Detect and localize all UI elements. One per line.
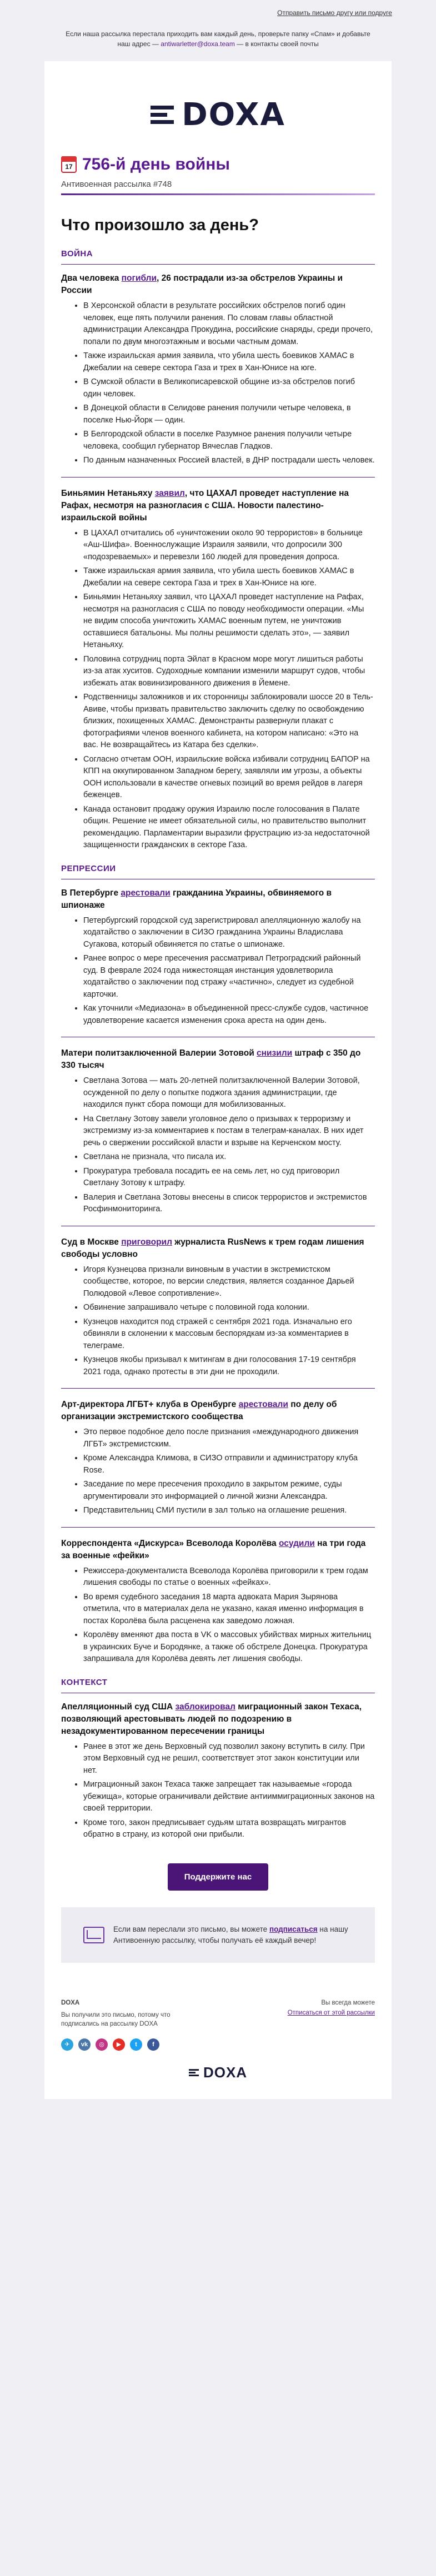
list-item: • В Сумской области в Великописаревской общине из-за обстрелов погиб один человек. [83,376,375,400]
story-source-link[interactable]: снизили [257,1048,293,1058]
logo-bars-icon [151,106,174,124]
story-bullets [61,915,375,1027]
logo-bars-icon [189,2068,199,2077]
news-story [61,1236,375,1389]
vk-icon[interactable]: vk [78,2038,91,2051]
news-story [61,488,375,852]
story-bullets [61,1426,375,1517]
list-item: • Королёву вменяют два поста в VK о массовых убийствах мирных жительниц в украинских Буче и Бородянке, а также об обстреле Донецка. Прокуратура запрашивала для Королёва девять лет лишения свободы. [83,1629,375,1665]
footer-logo: DOXA [61,2051,375,2085]
share-box [61,1907,375,1963]
subscribe-link[interactable]: подписаться [269,1924,318,1933]
story-divider [61,477,375,478]
story-bullets [61,1264,375,1379]
preheader [0,0,436,49]
list-item: • Ранее вопрос о мере пресечения рассматривал Петроградский районный суд. В феврале 2024 года нижестоящая инстанция удовлетворила ходатайство о заключении под стражу «частично», следует из судебной карточки. [83,953,375,1001]
story-headline: Биньямин Нетаньяху заявил, что ЦАХАЛ проведет наступление на Рафах, несмотря на разногласия с США. Новости палестино-израильской войны [61,488,349,523]
support-button[interactable]: Поддержите нас [168,1863,269,1891]
list-item: • Канада остановит продажу оружия Израилю после голосования в Палате общин. Решение не имеет обязательной силы, но правительство выполнит рекомендацию. Парламентарии выразили фрустрацию из-за недостаточной защищенности гражданских в секторе Газа. [83,804,375,852]
list-item: • Родственницы заложников и их сторонницы заблокировали шоссе 20 в Тель-Авиве, чтобы призвать правительство заключить сделку по освобождению близких, похищенных ХАМАС. Демонстранты развернули плакат с фотографиями членов военного кабинета, на котором написано: «Это на вас. Не возвращайтесь из Катара без сделки». [83,692,375,752]
news-story [61,1538,375,1665]
news-story [61,887,375,1038]
list-item: • Светлана не признала, что писала их. [83,1151,375,1163]
section-heading: КОНТЕКСТ [61,1677,108,1687]
list-item: • Ранее в этот же день Верховный суд позволил закону вступить в силу. При этом Верховный суд не решил, соответствует этот закон конституции или нет. [83,1741,375,1777]
list-item: • Биньямин Нетаньяху заявил, что ЦАХАЛ проведет наступление на Рафах, несмотря на разногласия с США по поводу необходимости операции. «Мы не видим способа уничтожить ХАМАС военным путем, не уничтожив оставшиеся батальоны. Мы полны решимости сделать это», — заявил Нетаньяху. [83,591,375,652]
story-headline: Корреспондента «Дискурса» Всеволода Королёва осудили на три года за военные «фейки» [61,1538,366,1560]
list-item: • Кузнецов находится под стражей с сентября 2021 года. Изначально его обвиняли в склонении к массовым беспорядкам из-за комментариев в телеграме. [83,1316,375,1352]
section-heading: ВОЙНА [61,249,93,258]
instagram-icon[interactable]: ◎ [96,2038,108,2051]
list-item: • В Херсонской области в результате российских обстрелов погиб один человек, еще пять получили ранения. По словам главы областной администрации Александра Прокудина, российские снаряды, среди прочего, попали по двум многоэтажным и восьми частным домам. [83,300,375,348]
share-text: Если вам переслали это письмо, вы можете подписаться на нашу Антивоенную рассылку, чтобы получать её каждый вечер! [113,1924,348,1945]
story-headline: Суд в Москве приговорил журналиста RusNews к трем годам лишения свободы условно [61,1237,364,1259]
list-item: • Обвинение запрашивало четыре с половиной года колонии. [83,1302,375,1314]
list-item: • На Светлану Зотову завели уголовное дело о призывах к терроризму и экстремизму из-за комментариев к постам в телеграм-каналах. В них идет речь о свержении российской власти и взрыве на Керченском мосту. [83,1113,375,1150]
story-bullets [61,1741,375,1841]
story-headline: В Петербурге арестовали гражданина Украины, обвиняемого в шпионаже [61,888,332,910]
list-item: • Также израильская армия заявила, что убила шесть боевиков ХАМАС в Джебалии на севере сектора Газа и трех в Хан-Юнисе на юге. [83,350,375,374]
list-item: • Согласно отчетам ООН, израильские войска избивали сотрудниц БАПОР на КПП на оккупированном Западном берегу, заявляли им угрозы, а объекты ООН использовали в качестве огневых позиций во время рейдов в лагеря беженцев. [83,754,375,802]
social-links [61,2038,375,2051]
telegram-icon[interactable]: ✈ [61,2038,73,2051]
story-source-link[interactable]: осудили [278,1538,315,1548]
story-source-link[interactable]: погибли [121,273,157,283]
story-bullets [61,1075,375,1216]
list-item: • В Белгородской области в поселке Разумное ранения получили четыре человека, сообщил губернатор Вячеслав Гладков. [83,429,375,452]
story-divider [61,1388,375,1389]
story-headline: Апелляционный суд США заблокировал миграционный закон Техаса, позволяющий арестовывать людей по подозрению в незадокументированном пересечении границы [61,1702,362,1736]
story-bullets [61,528,375,852]
list-item: • Миграционный закон Техаса также запрещает так называемые «города убежища», которые ограничивали действие антииммиграционных законов на своей территории. [83,1779,375,1815]
story-source-link[interactable]: заблокировал [175,1702,235,1712]
list-item: • Прокуратура требовала посадить ее на семь лет, но суд приговорил Светлану Зотову к штрафу. [83,1166,375,1190]
contact-email-link[interactable]: antiwarletter@doxa.team [161,40,235,48]
story-divider [61,1527,375,1528]
list-item: • Игоря Кузнецова признали виновным в участии в экстремистском сообществе, которое, по версии следствия, является созданное Дарьей Полюдовой «Левое сопротивление». [83,1264,375,1300]
list-item: • Заседание по мере пресечения проходило в закрытом режиме, суды аргументировали это информацией о личной жизни Александра. [83,1479,375,1503]
list-item: • Режиссера-документалиста Всеволода Королёва приговорили к трем годам лишения свободы по статье о военных «фейках». [83,1565,375,1589]
news-story [61,1399,375,1528]
news-story [61,1047,375,1226]
story-source-link[interactable]: арестовали [121,888,171,898]
page-title: Что произошло за день? [61,216,259,234]
day-title: 756-й день войны [82,155,230,173]
section-divider [61,264,375,265]
calendar-icon: 17 [61,156,77,173]
list-item: • Светлана Зотова — мать 20-летней политзаключенной Валерии Зотовой, осужденной по делу о попытке поджога здания администрации, где находился пункт сбора помощи для мобилизованных. [83,1075,375,1111]
footer [44,1985,392,2099]
list-item: • По данным назначенных Россией властей, в ДНР пострадали шесть человек. [83,455,375,467]
doxa-logo: DOXA [61,76,375,152]
story-source-link[interactable]: заявил [154,488,185,498]
list-item: • В ЦАХАЛ отчитались об «уничтожении около 90 террористов» в больнице «Аш-Шифа». Военнослужащие Израиля заявили, что допросили 300 «подозреваемых» и перевезли 160 людей для проведения допроса. [83,528,375,564]
list-item: • Кроме Александра Климова, в СИЗО отправили и администратору клуба Rose. [83,1453,375,1476]
list-item: • В Донецкой области в Селидове ранения получили четыре человека, в поселке Нью-Йорк — один. [83,402,375,426]
story-headline: Два человека погибли, 26 пострадали из-за обстрелов Украины и России [61,273,343,295]
story-source-link[interactable]: приговорил [121,1237,172,1247]
newsletter-subtitle: Антивоенная рассылка #748 [61,180,172,189]
story-bullets [61,1565,375,1665]
youtube-icon[interactable]: ▶ [113,2038,125,2051]
list-item: • Это первое подобное дело после признания «международного движения ЛГБТ» экстремистским. [83,1426,375,1450]
email-body [44,61,392,1985]
news-sections [61,249,375,1841]
story-bullets [61,300,375,467]
footer-left: DOXA Вы получили это письмо, потому что подписались на рассылку DOXA [61,1999,171,2027]
list-item: • Во время судебного заседания 18 марта адвоката Мария Зырянова отметила, что в материалах дела не указано, какая именно информация в постах Королёва была расценена как заведомо ложная. [83,1592,375,1628]
list-item: • Представительниц СМИ пустили в зал только на оглашение решения. [83,1505,375,1517]
list-item: • Кузнецов якобы призывал к митингам в дни голосования 17-19 сентября 2021 года, однако протесты в эти дни не проходили. [83,1354,375,1378]
forward-link[interactable]: Отправить письмо другу или подруге [277,9,392,17]
section-heading: РЕПРЕССИИ [61,863,116,873]
list-item: • Также израильская армия заявила, что убила шесть боевиков ХАМАС в Джебалии на севере сектора Газа и трех в Хан-Юнисе на юге. [83,565,375,589]
news-story [61,272,375,478]
day-header [61,155,375,174]
list-item: • Кроме того, закон предписывает судьям штата возвращать мигрантов обратно в страну, из которой они прибыли. [83,1817,375,1841]
preheader-text: Если наша рассылка перестала приходить вам каждый день, проверьте папку «Спам» и добавьте наш адрес — antiwarletter@doxa.team — в контакты своей почты [66,30,370,48]
list-item: • Половина сотрудниц порта Эйлат в Красном море могут лишиться работы из-за атак хуситов. Судоходные компании изменили маршрут судов, чтобы избежать атак вовинизированного движения в Йемене. [83,654,375,690]
list-item: • Как уточнили «Медиазона» в объединенной пресс-службе судов, частичное удовлетворение касается изменения срока ареста на один день. [83,1003,375,1027]
unsubscribe-link[interactable]: Отписаться от этой рассылки [287,2009,375,2016]
header-divider [61,193,375,195]
list-item: • Валерия и Светлана Зотовы внесены в список террористов и экстремистов Росфинмониторинга. [83,1192,375,1216]
facebook-icon[interactable]: f [147,2038,159,2051]
news-story [61,1701,375,1841]
footer-right: Вы всегда можете Отписаться от этой рассылки [287,1999,375,2016]
story-source-link[interactable]: арестовали [238,1400,288,1409]
list-item: • Петербургский городской суд зарегистрировал апелляционную жалобу на ходатайство о заключении в СИЗО гражданина Украины Владислава Сугакова, который обвиняется по статье о шпионаже. [83,915,375,951]
twitter-icon[interactable]: t [130,2038,142,2051]
story-headline: Арт-директора ЛГБТ+ клуба в Оренбурге арестовали по делу об организации экстремистского сообщества [61,1400,337,1421]
envelope-icon [83,1927,104,1943]
story-headline: Матери политзаключенной Валерии Зотовой снизили штраф с 350 до 330 тысяч [61,1048,361,1070]
